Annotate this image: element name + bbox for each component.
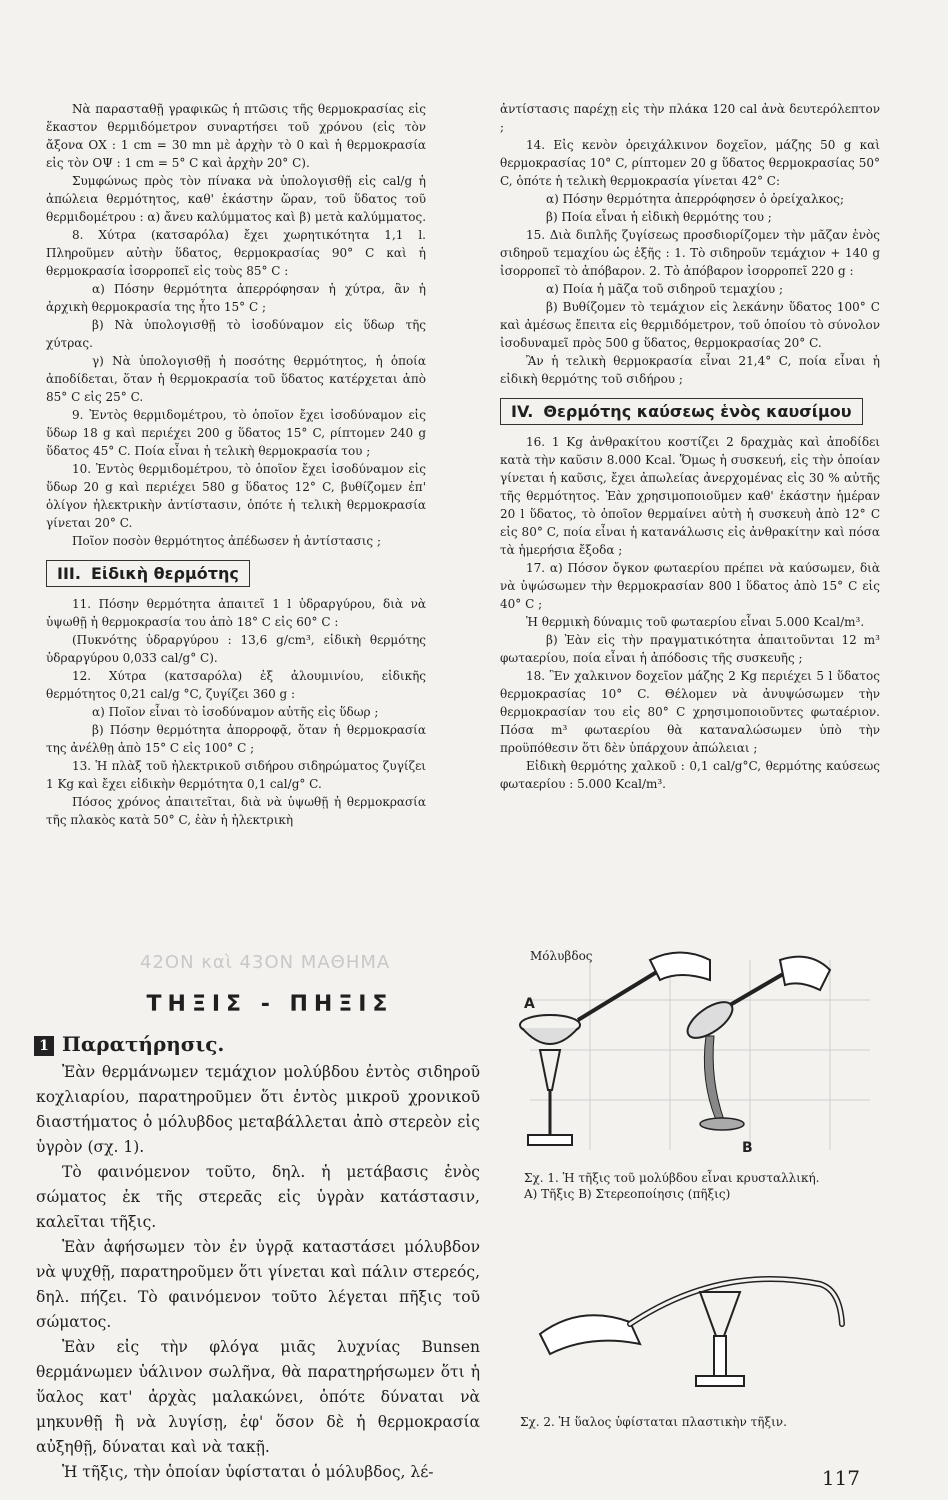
- ladle-a-bowl: [522, 1028, 578, 1044]
- molten-stream-icon: [704, 1036, 724, 1120]
- figure-1-label-top: Μόλυβδος: [530, 949, 593, 963]
- left-para-2: Συμφώνως πρὸς τὸν πίνακα νὰ ὑπολογισθῇ εἰς cal/g ἡ ἀπώλεια θερμότητος, καθ' ἑκάστην ὥραν, τοῦ ὕδατος τοῦ θερμιδομέτρου : α) ἄνευ καλύμματος καὶ β) μετὰ καλύμματος.: [46, 174, 427, 224]
- hand-b-icon: [780, 957, 830, 990]
- section-3-para-2: (Πυκνότης ὑδραργύρου : 13,6 g/cm³, εἰδικὴ θερμότης ὑδραργύρου 0,033 cal/g° C).: [46, 633, 426, 665]
- left-para-1: Νὰ παρασταθῇ γραφικῶς ἡ πτῶσις τῆς θερμοκρασίας εἰς ἕκαστον θερμιδόμετρον συναρτήσει τοῦ χρόνου (εἰς τὸν ἄξονα ΟΧ : 1 cm = 30 mn μὲ ἀρχὴν τὸ 0 καὶ ἡ θερμοκρασία εἰς τὸν ΟΨ : 1 cm = 5° C καὶ ἀρχὴν 20° C).: [46, 102, 426, 170]
- section-4-para-2: 17. α) Πόσον ὄγκον φωταερίου πρέπει νὰ καύσωμεν, διὰ νὰ ὑψώσωμεν τὴν θερμοκρασίαν 800 l ὕδατος ἀπὸ 15° C εἰς 40° C ;: [500, 561, 880, 611]
- section-4-heading: [500, 398, 863, 425]
- section-3-para-7: Πόσος χρόνος ἀπαιτεῖται, διὰ νὰ ὑψωθῇ ἡ θερμοκρασία τῆς πλακὸς κατὰ 50° C, ἐὰν ἡ ἠλεκτρικὴ: [46, 795, 426, 827]
- section-4-title: Θερμότης καύσεως ἑνὸς καυσίμου: [543, 402, 852, 421]
- left-column: [46, 100, 426, 829]
- figure-1: [510, 940, 890, 1162]
- page-number: 117: [821, 1466, 860, 1490]
- left-para-5: β) Νὰ ὑπολογισθῇ τὸ ἰσοδύναμον εἰς ὕδωρ τῆς χύτρας.: [46, 318, 426, 350]
- right-para-8: Ἂν ἡ τελικὴ θερμοκρασία εἶναι 21,4° C, ποία εἶναι ἡ εἰδικὴ θερμότης τοῦ σιδήρου ;: [500, 354, 880, 386]
- right-para-7: β) Βυθίζομεν τὸ τεμάχιον εἰς λεκάνην ὕδατος 100° C καὶ ἀμέσως ἔπειτα εἰς θερμιδόμετρον, τοῦ ὁποίου τὸ σύνολον ἰσοδυναμεῖ πρὸς 500 g ὕδατος, θερμοκρασίας 20° C.: [500, 300, 880, 350]
- section-4-para-3: Ἡ θερμικὴ δύναμις τοῦ φωταερίου εἶναι 5.000 Kcal/m³.: [526, 615, 865, 629]
- right-column: [500, 100, 880, 793]
- bunsen-base-icon: [696, 1376, 744, 1386]
- subsection-title: Παρατήρησις.: [62, 1032, 225, 1056]
- section-3-heading: [46, 560, 250, 587]
- main-para-1: Ἐὰν θερμάνωμεν τεμάχιον μολύβδου ἐντὸς σιδηροῦ κοχλιαρίου, παρατηροῦμεν ὅτι ἐντὸς μικροῦ χρονικοῦ διαστήματος ὁ μόλυβδος μεταβάλλεται ἀπὸ στερεὸν εἰς ὑγρὸν (σχ. 1).: [36, 1063, 480, 1156]
- figure-1-caption-line-1: Σχ. 1. Ἡ τῆξις τοῦ μολύβδου εἶναι κρυσταλλική.: [524, 1171, 820, 1185]
- bunsen-burner-icon: [714, 1336, 726, 1376]
- section-4-number: IV.: [511, 402, 534, 421]
- left-para-9: Ποῖον ποσὸν θερμότητος ἀπέδωσεν ἡ ἀντίστασις ;: [72, 534, 381, 548]
- section-3-para-5: β) Πόσην θερμότητα ἀπορροφᾷ, ὅταν ἡ θερμοκρασία της ἀνέλθῃ ἀπὸ 15° C εἰς 100° C ;: [46, 723, 426, 755]
- section-3-number: III.: [57, 564, 81, 583]
- figure-2-caption: Σχ. 2. Ἡ ὕαλος ὑφίσταται πλαστικὴν τῆξιν.: [520, 1415, 787, 1429]
- section-3-para-4: α) Ποῖον εἶναι τὸ ἰσοδύναμον αὐτῆς εἰς ὕδωρ ;: [92, 705, 379, 719]
- section-3-para-1: 11. Πόσην θερμότητα ἀπαιτεῖ 1 l ὑδραργύρου, διὰ νὰ ὑψωθῇ ἡ θερμοκρασία του ἀπὸ 18° C εἰς 60° C :: [46, 597, 426, 629]
- figure-1-illustration: [510, 940, 890, 1162]
- section-4-para-5: 18. Ἓν χαλκινον δοχεῖον μάζης 2 Kg περιέχει 5 l ὕδατος θερμοκρασίας 10° C. Θέλομεν νὰ ἀνυψώσωμεν τὴν θερμοκρασίαν του εἰς 80° C χρησιμοποιοῦντες φωταέριον. Πόσα m³ φωταερίου θὰ καταναλώσωμεν ὑπὸ τὴν προϋπόθεσιν ὅτι δὲν ὑπάρχουν ἀπώλειαι ;: [500, 669, 880, 755]
- figure-2: [520, 1244, 880, 1404]
- figure-1-caption-line-2: Α) Τῆξις Β) Στερεοποίησις (πῆξις): [524, 1187, 731, 1201]
- left-para-3: 8. Χύτρα (κατσαρόλα) ἔχει χωρητικότητα 1,1 l. Πληροῦμεν αὐτὴν ὕδατος, θερμοκρασίας 90° C καὶ ἡ θερμοκρασία ἰσορροπεῖ εἰς τοὺς 85° C :: [46, 228, 426, 278]
- lesson-title: 42ΟΝ καὶ 43ΟΝ ΜΑΘΗΜΑ: [140, 952, 391, 973]
- hand-left-icon: [540, 1315, 640, 1354]
- left-para-4: α) Πόσην θερμότητα ἀπερρόφησαν ἡ χύτρα, ἂν ἡ ἀρχικὴ θερμοκρασία της ἦτο 15° C ;: [46, 282, 426, 314]
- solidified-lead-icon: [700, 1118, 744, 1130]
- stand-a-base: [528, 1135, 572, 1145]
- figure-2-illustration: [520, 1244, 880, 1404]
- section-3-para-3: 12. Χύτρα (κατσαρόλα) ἐξ ἀλουμινίου, εἰδικῆς θερμότητος 0,21 cal/g °C, ζυγίζει 360 g :: [46, 669, 426, 701]
- main-para-2: Τὸ φαινόμενον τοῦτο, δηλ. ἡ μετάβασις ἑνὸς σώματος ἐκ τῆς στερεᾶς εἰς ὑγρὰν κατάστασιν, καλεῖται τῆξις.: [36, 1163, 480, 1231]
- right-para-2: 14. Εἰς κενὸν ὀρειχάλκινον δοχεῖον, μάζης 50 g καὶ θερμοκρασίας 10° C, ρίπτομεν 20 g ὕδατος θερμοκρασίας 50° C, ὁπότε ἡ τελικὴ θερμοκρασία γίνεται 42° C:: [500, 138, 880, 188]
- main-para-4: Ἐὰν εἰς τὴν φλόγα μιᾶς λυχνίας Bunsen θερμάνωμεν ὑάλινον σωλῆνα, θὰ παρατηρήσωμεν ὅτι ἡ ὕαλος κατ' ἀρχὰς μαλακώνει, ὁπότε δύναται νὰ μηκυνθῇ ἢ νὰ λυγίσῃ, ἐφ' ὅσον δὲ ἡ θερμοκρασία αὐξηθῇ, δύναται καὶ νὰ τακῇ.: [36, 1338, 480, 1456]
- figure-1-label-b: B: [742, 1140, 753, 1156]
- funnel-a-icon: [540, 1050, 560, 1090]
- left-para-7: 9. Ἐντὸς θερμιδομέτρου, τὸ ὁποῖον ἔχει ἰσοδύναμον εἰς ὕδωρ 18 g καὶ περιέχει 200 g ὕδατος 15° C, ρίπτομεν 240 g ὕδατος 45° C. Ποία εἶναι ἡ τελικὴ θερμοκρασία του ;: [46, 408, 426, 458]
- figure-1-caption: [524, 1170, 884, 1202]
- right-para-1: ἀντίστασις παρέχῃ εἰς τὴν πλάκα 120 cal ἀνὰ δευτερόλεπτον ;: [500, 102, 880, 134]
- main-para-3: Ἐὰν ἀφήσωμεν τὸν ἐν ὑγρᾷ καταστάσει μόλυβδον νὰ ψυχθῇ, παρατηροῦμεν ὅτι γίνεται καὶ πάλιν στερεός, δηλ. πήζει. Τὸ φαινόμενον τοῦτο λέγεται πῆξις τοῦ σώματος.: [36, 1238, 480, 1331]
- main-para-5: Ἡ τῆξις, τὴν ὁποίαν ὑφίσταται ὁ μόλυβδος, λέ-: [62, 1463, 434, 1481]
- right-para-5: 15. Διὰ διπλῆς ζυγίσεως προσδιορίζομεν τὴν μᾶζαν ἑνὸς σιδηροῦ τεμαχίου ὡς ἑξῆς : 1. Τὸ σιδηροῦν τεμάχιον + 140 g ἰσορροπεῖ τὸ ἀπόβαρον. 2. Τὸ ἀπόβαρον ἰσορροπεῖ 220 g :: [500, 228, 880, 278]
- right-para-3: α) Πόσην θερμότητα ἀπερρόφησεν ὁ ὀρείχαλκος;: [546, 192, 845, 206]
- right-para-6: α) Ποία ἡ μᾶζα τοῦ σιδηροῦ τεμαχίου ;: [546, 282, 784, 296]
- left-para-8: 10. Ἐντὸς θερμιδομέτρου, τὸ ὁποῖον ἔχει ἰσοδύναμον εἰς ὕδωρ 20 g καὶ περιέχει 580 g ὕδατος 12° C, βυθίζομεν ἐπ' ὀλίγον ἠλεκτρικὴν ἀντίστασιν, ὁπότε ἡ τελικὴ θερμοκρασία γίνεται 20° C.: [46, 462, 426, 530]
- section-4-para-1: 16. 1 Kg ἀνθρακίτου κοστίζει 2 δραχμὰς καὶ ἀποδίδει κατὰ τὴν καῦσιν 8.000 Kcal. Ὅμως ἡ συσκευή, εἰς τὴν ὁποίαν γίνεται ἡ καῦσις, ἔχει ἀπωλείας ἀνερχομένας εἰς 30 % αὐτῆς τῆς θερμότητος. Ἐὰν χρησιμοποιοῦμεν καθ' ἑκάστην ἡμέραν 20 l ὕδατος, τὸ ὁποῖον θερμαίνει αὐτὴ ἡ συσκευὴ ἀπὸ 12° C εἰς 80° C, ποία εἶναι ἡ κατανάλωσις εἰς ἀνθρακίτην καὶ πόσα τὰ ἡμερήσια ἔξοδα ;: [500, 435, 880, 557]
- section-4-para-4: β) Ἐὰν εἰς τὴν πραγματικότητα ἀπαιτοῦνται 12 m³ φωταερίου, ποία εἶναι ἡ ἀπόδοσις τῆς συσκευῆς ;: [500, 633, 880, 665]
- figure-1-label-a: A: [524, 996, 535, 1012]
- main-text-column: [36, 1060, 480, 1485]
- section-3-title: Εἰδικὴ θερμότης: [90, 564, 239, 583]
- section-4-para-6: Εἰδικὴ θερμότης χαλκοῦ : 0,1 cal/g°C, θερμότης καύσεως φωταερίου : 5.000 Kcal/m³.: [500, 759, 880, 791]
- section-3-para-6: 13. Ἡ πλὰξ τοῦ ἠλεκτρικοῦ σιδήρου σιδηρώματος ζυγίζει 1 Kg καὶ ἔχει εἰδικὴν θερμότητα 0,1 cal/g° C.: [46, 759, 426, 791]
- right-para-4: β) Ποία εἶναι ἡ εἰδικὴ θερμότης του ;: [546, 210, 772, 224]
- left-para-6: γ) Νὰ ὑπολογισθῇ ἡ ποσότης θερμότητος, ἡ ὁποία ἀποδίδεται, ὅταν ἡ θερμοκρασία τοῦ ὕδατος κατέρχεται ἀπὸ 85° C εἰς 25° C.: [46, 354, 426, 404]
- subsection-number-box: 1: [34, 1036, 54, 1056]
- hand-a-icon: [650, 953, 710, 981]
- subsection-heading: [34, 1032, 224, 1056]
- main-title: ΤΗΞΙΣ - ΠΗΞΙΣ: [146, 992, 394, 1017]
- bunsen-flame-icon: [700, 1292, 740, 1336]
